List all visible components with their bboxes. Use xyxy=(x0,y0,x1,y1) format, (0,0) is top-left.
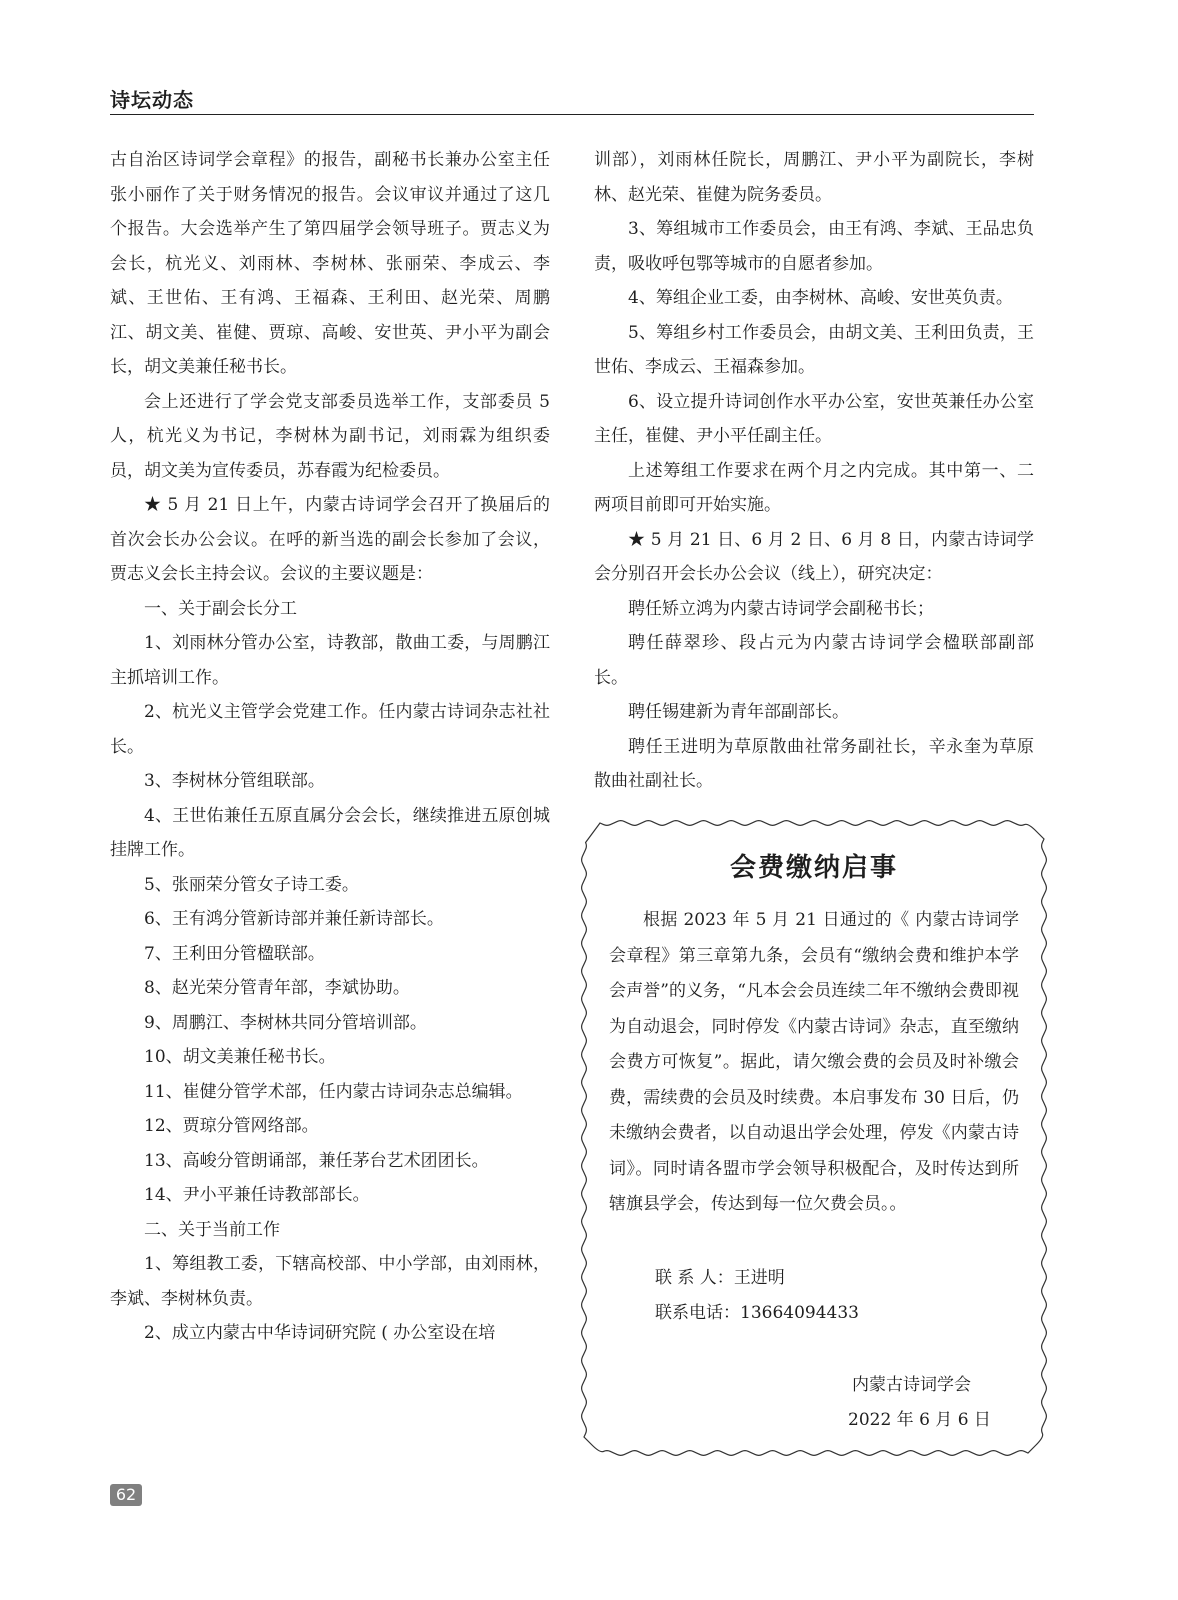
notice-paragraph: 根据 2023 年 5 月 21 日通过的《 内蒙古诗词学会章程》第三章第九条，会员有“缴纳会费和维护本学会声誉”的义务，“凡本会会员连续二年不缴纳会费即视为自动退会，同时停发《内蒙古诗词》杂志，直至缴纳会费方可恢复”。据此，请欠缴会费的会员及时补缴会费，需续费的会员及时续费。本启事发布 30 日后，仍未缴纳会费者，以自动退出学会处理，停发《内蒙古诗词》。同时请各盟市学会领导积极配合，及时传达到所辖旗县学会，传达到每一位欠费会员。。 xyxy=(609,910,1019,1214)
paragraph: 聘任锡建新为青年部副部长。 xyxy=(628,702,849,722)
signature-date: 2022 年 6 月 6 日 xyxy=(848,1410,991,1430)
paragraph: 9、周鹏江、李树林共同分管培训部。 xyxy=(144,1012,427,1033)
paragraph: 12、贾琼分管网络部。 xyxy=(144,1116,319,1136)
fee-notice-box xyxy=(578,817,1050,1459)
paragraph: ★ 5 月 21 日上午，内蒙古诗词学会召开了换届后的首次会长办公会议。在呼的新当选的副会长参加了会议，贾志义会长主持会议。会议的主要议题是： xyxy=(110,495,550,584)
paragraph: 会上还进行了学会党支部委员选举工作，支部委员 5 人，杭光义为书记，李树林为副书记，刘雨霖为组织委员，胡文美为宣传委员，苏春霞为纪检委员。 xyxy=(110,391,550,481)
contact-phone-label: 联系电话： xyxy=(655,1303,740,1323)
paragraph: 13、高峻分管朗诵部，兼任茅台艺术团团长。 xyxy=(144,1150,489,1171)
notice-title: 会费缴纳启事 xyxy=(729,853,898,883)
paragraph: 3、筹组城市工作委员会，由王有鸿、李斌、王品忠负责，吸收呼包鄂等城市的自愿者参加。 xyxy=(594,219,1034,274)
signature-org: 内蒙古诗词学会 xyxy=(852,1375,971,1395)
paragraph: 上述筹组工作要求在两个月之内完成。其中第一、二两项目前即可开始实施。 xyxy=(594,460,1034,515)
right-column xyxy=(594,143,1034,799)
contact-person-line xyxy=(655,1263,785,1288)
paragraph: 14、尹小平兼任诗教部部长。 xyxy=(144,1185,370,1205)
paragraph: 聘任薛翠珍、段占元为内蒙古诗词学会楹联部副部长。 xyxy=(594,633,1034,688)
contact-phone: 13664094433 xyxy=(740,1303,859,1323)
paragraph: 7、王利田分管楹联部。 xyxy=(144,943,325,964)
paragraph: 2、杭光义主管学会党建工作。任内蒙古诗词杂志社社长。 xyxy=(110,702,550,757)
paragraph: 4、王世佑兼任五原直属分会会长，继续推进五原创城挂牌工作。 xyxy=(110,805,550,860)
paragraph: 4、筹组企业工委，由李树林、高峻、安世英负责。 xyxy=(628,288,1013,308)
paragraph: 11、崔健分管学术部，任内蒙古诗词杂志总编辑。 xyxy=(144,1081,523,1102)
contact-phone-line xyxy=(655,1298,859,1323)
paragraph: 聘任王进明为草原散曲社常务副社长，辛永奎为草原散曲社副社长。 xyxy=(594,736,1034,791)
paragraph: 5、筹组乡村工作委员会，由胡文美、王利田负责，王世佑、李成云、王福森参加。 xyxy=(594,322,1034,377)
paragraph: 1、刘雨林分管办公室，诗教部，散曲工委，与周鹏江主抓培训工作。 xyxy=(110,633,550,688)
paragraph: 聘任矫立鸿为内蒙古诗词学会副秘书长； xyxy=(628,598,934,619)
page-number: 62 xyxy=(110,1484,142,1506)
paragraph: 10、胡文美兼任秘书长。 xyxy=(144,1047,336,1067)
section-title: 诗坛动态 xyxy=(110,88,194,112)
paragraph: ★ 5 月 21 日、6 月 2 日、6 月 8 日，内蒙古诗词学会分别召开会长办公会议（线上），研究决定： xyxy=(594,529,1034,584)
header-rule xyxy=(110,114,1034,115)
paragraph: 1、筹组教工委，下辖高校部、中小学部，由刘雨林，李斌、李树林负责。 xyxy=(110,1254,550,1309)
paragraph: 6、王有鸿分管新诗部并兼任新诗部长。 xyxy=(144,909,444,929)
paragraph: 2、成立内蒙古中华诗词研究院 ( 办公室设在培 xyxy=(144,1323,496,1343)
left-column xyxy=(110,143,550,1351)
paragraph: 古自治区诗词学会章程》的报告，副秘书长兼办公室主任张小丽作了关于财务情况的报告。会议审议并通过了这几个报告。大会选举产生了第四届学会领导班子。贾志义为会长，杭光义、刘雨林、李树林、张丽荣、李成云、李斌、王世佑、王有鸿、王福森、王利田、赵光荣、周鹏江、胡文美、崔健、贾琼、高峻、安世英、尹小平为副会长，胡文美兼任秘书长。 xyxy=(110,150,550,377)
paragraph: 3、李树林分管组联部。 xyxy=(144,771,325,791)
paragraph: 8、赵光荣分管青年部，李斌协助。 xyxy=(144,978,410,998)
paragraph: 5、张丽荣分管女子诗工委。 xyxy=(144,874,359,895)
contact-person-label: 联 系 人： xyxy=(655,1268,734,1288)
paragraph: 训部），刘雨林任院长，周鹏江、尹小平为副院长，李树林、赵光荣、崔健为院务委员。 xyxy=(594,150,1034,205)
contact-person: 王进明 xyxy=(733,1268,785,1288)
paragraph: 6、设立提升诗词创作水平办公室，安世英兼任办公室主任，崔健、尹小平任副主任。 xyxy=(594,391,1034,446)
paragraph: 一、关于副会长分工 xyxy=(144,598,297,619)
notice-body xyxy=(609,903,1019,1223)
paragraph: 二、关于当前工作 xyxy=(144,1219,280,1240)
